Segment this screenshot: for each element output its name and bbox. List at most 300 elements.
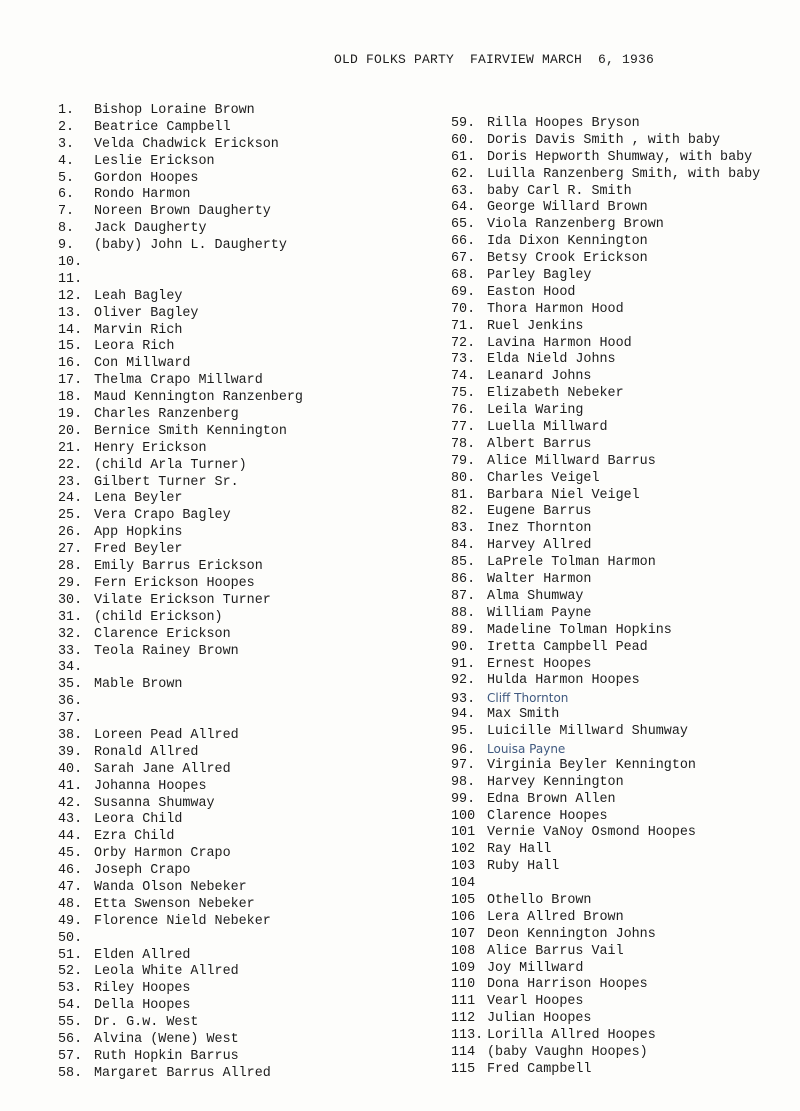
attendee-entry xyxy=(451,504,796,521)
attendee-entry xyxy=(58,1049,398,1066)
attendee-name: Leora Rich xyxy=(94,339,175,355)
attendee-name: Alice Millward Barrus xyxy=(487,453,656,469)
attendee-entry xyxy=(451,369,796,386)
attendee-entry xyxy=(58,931,398,948)
entry-number: 55. xyxy=(58,1015,83,1031)
entry-number: 75. xyxy=(451,386,476,402)
attendee-name: Etta Swenson Nebeker xyxy=(94,896,255,912)
attendee-name: Lavina Harmon Hood xyxy=(487,335,632,351)
attendee-name: Barbara Niel Veigel xyxy=(487,487,640,503)
attendee-name: Leslie Erickson xyxy=(94,153,215,169)
attendee-entry xyxy=(58,424,398,441)
attendee-name: Vera Crapo Bagley xyxy=(94,508,231,524)
attendee-name: Lera Allred Brown xyxy=(487,909,624,925)
attendee-entry xyxy=(451,825,796,842)
attendee-name: Easton Hood xyxy=(487,284,576,300)
attendee-name: Walter Harmon xyxy=(487,572,592,588)
entry-number: 101 xyxy=(451,825,476,841)
attendee-name: Con Millward xyxy=(94,356,191,372)
attendee-name: Max Smith xyxy=(487,707,560,723)
attendee-name: Madeline Tolman Hopkins xyxy=(487,622,672,638)
attendee-name: Leah Bagley xyxy=(94,288,183,304)
entry-number: 109 xyxy=(451,960,476,976)
entry-number: 22. xyxy=(58,457,83,473)
attendee-name: Parley Bagley xyxy=(487,268,592,284)
attendee-entry xyxy=(58,779,398,796)
entry-number: 26. xyxy=(58,525,83,541)
entry-number: 34. xyxy=(58,660,83,676)
attendee-name: Joy Millward xyxy=(487,960,584,976)
attendee-entry xyxy=(451,555,796,572)
attendee-name: Joseph Crapo xyxy=(94,863,191,879)
attendee-entry xyxy=(451,217,796,234)
attendee-name: Vilate Erickson Turner xyxy=(94,592,271,608)
attendee-name: Ruth Hopkin Barrus xyxy=(94,1048,239,1064)
entry-number: 93. xyxy=(451,692,476,708)
entry-number: 2. xyxy=(58,119,75,135)
attendee-name: Virginia Beyler Kennington xyxy=(487,757,696,773)
attendee-entry xyxy=(451,319,796,336)
attendee-name: Hulda Harmon Hoopes xyxy=(487,673,640,689)
attendee-name: Alma Shumway xyxy=(487,588,584,604)
attendee-name: App Hopkins xyxy=(94,525,183,541)
attendee-entry xyxy=(451,994,796,1011)
entry-number: 71. xyxy=(451,318,476,334)
attendee-entry xyxy=(58,627,398,644)
entry-number: 31. xyxy=(58,609,83,625)
attendee-list-left xyxy=(58,103,398,1083)
attendee-name: Ruel Jenkins xyxy=(487,318,584,334)
attendee-entry xyxy=(451,1062,796,1079)
attendee-name: Harvey Allred xyxy=(487,538,592,554)
attendee-name: Edna Brown Allen xyxy=(487,791,616,807)
entry-number: 9. xyxy=(58,238,75,254)
entry-number: 74. xyxy=(451,369,476,385)
attendee-name: Margaret Barrus Allred xyxy=(94,1065,271,1081)
attendee-name: Ray Hall xyxy=(487,842,552,858)
attendee-entry xyxy=(58,187,398,204)
attendee-entry xyxy=(451,116,796,133)
entry-number: 79. xyxy=(451,453,476,469)
entry-number: 100 xyxy=(451,808,476,824)
attendee-entry xyxy=(58,880,398,897)
attendee-entry xyxy=(58,491,398,508)
attendee-entry xyxy=(451,521,796,538)
attendee-entry xyxy=(58,255,398,272)
entry-number: 108 xyxy=(451,943,476,959)
entry-number: 60. xyxy=(451,132,476,148)
entry-number: 29. xyxy=(58,575,83,591)
attendee-name: Leola White Allred xyxy=(94,964,239,980)
attendee-entry xyxy=(58,475,398,492)
entry-number: 50. xyxy=(58,930,83,946)
entry-number: 27. xyxy=(58,542,83,558)
attendee-entry xyxy=(451,471,796,488)
entry-number: 46. xyxy=(58,863,83,879)
entry-number: 115 xyxy=(451,1061,476,1077)
attendee-name: Maud Kennington Ranzenberg xyxy=(94,390,303,406)
attendee-entry xyxy=(451,386,796,403)
entry-number: 106 xyxy=(451,909,476,925)
attendee-entry xyxy=(58,1015,398,1032)
attendee-entry xyxy=(58,306,398,323)
entry-number: 3. xyxy=(58,136,75,152)
attendee-name: Leanard Johns xyxy=(487,369,592,385)
attendee-name: Orby Harmon Crapo xyxy=(94,846,231,862)
attendee-name: Alvina (Wene) West xyxy=(94,1031,239,1047)
attendee-name: Florence Nield Nebeker xyxy=(94,913,271,929)
attendee-entry xyxy=(451,758,796,775)
attendee-name: Luella Millward xyxy=(487,420,608,436)
attendee-name: Henry Erickson xyxy=(94,440,207,456)
attendee-name: Eugene Barrus xyxy=(487,504,592,520)
attendee-entry xyxy=(451,977,796,994)
entry-number: 41. xyxy=(58,778,83,794)
attendee-list-right xyxy=(451,116,796,1079)
attendee-name: Emily Barrus Erickson xyxy=(94,559,263,575)
entry-number: 112 xyxy=(451,1011,476,1027)
attendee-name: Alice Barrus Vail xyxy=(487,943,624,959)
attendee-entry xyxy=(58,745,398,762)
attendee-entry xyxy=(58,1032,398,1049)
attendee-name: Vernie VaNoy Osmond Hoopes xyxy=(487,825,696,841)
attendee-entry xyxy=(451,251,796,268)
attendee-name: Bishop Loraine Brown xyxy=(94,103,255,118)
attendee-entry xyxy=(58,964,398,981)
attendee-name: Lorilla Allred Hoopes xyxy=(487,1028,656,1044)
entry-number: 20. xyxy=(58,423,83,439)
attendee-name: Della Hoopes xyxy=(94,998,191,1014)
attendee-entry xyxy=(58,863,398,880)
entry-number: 95. xyxy=(451,724,476,740)
attendee-entry xyxy=(451,1011,796,1028)
entry-number: 23. xyxy=(58,474,83,490)
attendee-name: Gordon Hoopes xyxy=(94,170,199,186)
entry-number: 90. xyxy=(451,639,476,655)
attendee-entry xyxy=(58,154,398,171)
attendee-name: Dona Harrison Hoopes xyxy=(487,977,648,993)
entry-number: 12. xyxy=(58,288,83,304)
attendee-entry xyxy=(451,285,796,302)
entry-number: 1. xyxy=(58,103,75,118)
entry-number: 44. xyxy=(58,829,83,845)
attendee-entry xyxy=(451,910,796,927)
attendee-name: Rondo Harmon xyxy=(94,187,191,203)
attendee-entry xyxy=(451,859,796,876)
entry-number: 63. xyxy=(451,183,476,199)
attendee-name: Oliver Bagley xyxy=(94,305,199,321)
attendee-entry xyxy=(58,289,398,306)
entry-number: 57. xyxy=(58,1048,83,1064)
attendee-entry xyxy=(58,137,398,154)
attendee-entry xyxy=(58,981,398,998)
attendee-name: Charles Veigel xyxy=(487,470,600,486)
entry-number: 30. xyxy=(58,592,83,608)
entry-number: 77. xyxy=(451,420,476,436)
attendee-name: (child Arla Turner) xyxy=(94,457,247,473)
entry-number: 83. xyxy=(451,521,476,537)
attendee-entry xyxy=(451,690,796,707)
attendee-entry xyxy=(58,610,398,627)
entry-number: 98. xyxy=(451,774,476,790)
attendee-entry xyxy=(58,593,398,610)
entry-number: 42. xyxy=(58,795,83,811)
attendee-entry xyxy=(58,390,398,407)
attendee-name: Ida Dixon Kennington xyxy=(487,234,648,250)
entry-number: 107 xyxy=(451,926,476,942)
entry-number: 37. xyxy=(58,711,83,727)
entry-number: 94. xyxy=(451,707,476,723)
attendee-entry xyxy=(58,542,398,559)
entry-number: 6. xyxy=(58,187,75,203)
entry-number: 13. xyxy=(58,305,83,321)
entry-number: 10. xyxy=(58,255,83,271)
attendee-entry xyxy=(451,809,796,826)
attendee-entry xyxy=(58,998,398,1015)
attendee-entry xyxy=(58,559,398,576)
attendee-name: baby Carl R. Smith xyxy=(487,183,632,199)
entry-number: 7. xyxy=(58,204,75,220)
attendee-entry xyxy=(451,352,796,369)
entry-number: 66. xyxy=(451,234,476,250)
attendee-name: Riley Hoopes xyxy=(94,981,191,997)
attendee-entry xyxy=(451,437,796,454)
attendee-entry xyxy=(58,525,398,542)
entry-number: 19. xyxy=(58,407,83,423)
attendee-entry xyxy=(58,660,398,677)
attendee-entry xyxy=(58,103,398,120)
entry-number: 24. xyxy=(58,491,83,507)
entry-number: 32. xyxy=(58,626,83,642)
entry-number: 65. xyxy=(451,217,476,233)
attendee-entry xyxy=(58,373,398,390)
entry-number: 38. xyxy=(58,727,83,743)
attendee-entry xyxy=(451,133,796,150)
attendee-name: Cliff Thornton xyxy=(487,691,569,706)
entry-number: 43. xyxy=(58,812,83,828)
attendee-name: Thora Harmon Hood xyxy=(487,301,624,317)
attendee-name: Luilla Ranzenberg Smith, with baby xyxy=(487,166,761,182)
attendee-entry xyxy=(58,914,398,931)
attendee-entry xyxy=(451,268,796,285)
entry-number: 58. xyxy=(58,1065,83,1081)
attendee-entry xyxy=(58,441,398,458)
attendee-entry xyxy=(451,1028,796,1045)
entry-number: 18. xyxy=(58,390,83,406)
attendee-name: Rilla Hoopes Bryson xyxy=(487,116,640,131)
entry-number: 54. xyxy=(58,998,83,1014)
attendee-entry xyxy=(58,221,398,238)
attendee-entry xyxy=(58,576,398,593)
entry-number: 5. xyxy=(58,170,75,186)
entry-number: 97. xyxy=(451,757,476,773)
attendee-entry xyxy=(451,927,796,944)
attendee-entry xyxy=(451,707,796,724)
entry-number: 11. xyxy=(58,271,83,287)
attendee-entry xyxy=(58,407,398,424)
attendee-name: Johanna Hoopes xyxy=(94,778,207,794)
entry-number: 4. xyxy=(58,153,75,169)
attendee-name: Thelma Crapo Millward xyxy=(94,373,263,389)
attendee-entry xyxy=(58,644,398,661)
entry-number: 92. xyxy=(451,673,476,689)
entry-number: 80. xyxy=(451,470,476,486)
entry-number: 78. xyxy=(451,436,476,452)
attendee-entry xyxy=(58,171,398,188)
attendee-name: Sarah Jane Allred xyxy=(94,761,231,777)
attendee-name: Leora Child xyxy=(94,812,183,828)
attendee-entry xyxy=(58,272,398,289)
attendee-entry xyxy=(451,673,796,690)
attendee-name: Iretta Campbell Pead xyxy=(487,639,648,655)
attendee-entry xyxy=(58,204,398,221)
entry-number: 81. xyxy=(451,487,476,503)
attendee-name: Leila Waring xyxy=(487,403,584,419)
attendee-name: Clarence Erickson xyxy=(94,626,231,642)
attendee-name: Othello Brown xyxy=(487,892,592,908)
attendee-entry xyxy=(451,184,796,201)
entry-number: 69. xyxy=(451,284,476,300)
attendee-name: Betsy Crook Erickson xyxy=(487,251,648,267)
entry-number: 14. xyxy=(58,322,83,338)
attendee-name: Vearl Hoopes xyxy=(487,994,584,1010)
attendee-name: Mable Brown xyxy=(94,677,183,693)
attendee-name: Elda Nield Johns xyxy=(487,352,616,368)
attendee-name: Noreen Brown Daugherty xyxy=(94,204,271,220)
attendee-entry xyxy=(451,842,796,859)
attendee-name: Beatrice Campbell xyxy=(94,119,231,135)
attendee-entry xyxy=(451,961,796,978)
attendee-entry xyxy=(58,711,398,728)
attendee-name: Inez Thornton xyxy=(487,521,592,537)
entry-number: 52. xyxy=(58,964,83,980)
entry-number: 40. xyxy=(58,761,83,777)
attendee-name: (baby Vaughn Hoopes) xyxy=(487,1044,648,1060)
entry-number: 84. xyxy=(451,538,476,554)
attendee-name: LaPrele Tolman Harmon xyxy=(487,555,656,571)
entry-number: 51. xyxy=(58,947,83,963)
attendee-name: Harvey Kennington xyxy=(487,774,624,790)
attendee-entry xyxy=(451,640,796,657)
entry-number: 8. xyxy=(58,221,75,237)
entry-number: 82. xyxy=(451,504,476,520)
entry-number: 62. xyxy=(451,166,476,182)
entry-number: 102 xyxy=(451,842,476,858)
attendee-name: Teola Rainey Brown xyxy=(94,643,239,659)
attendee-entry xyxy=(451,623,796,640)
entry-number: 72. xyxy=(451,335,476,351)
entry-number: 36. xyxy=(58,694,83,710)
attendee-name: Susanna Shumway xyxy=(94,795,215,811)
attendee-name: Elizabeth Nebeker xyxy=(487,386,624,402)
entry-number: 113. xyxy=(451,1028,484,1044)
entry-number: 104 xyxy=(451,876,476,892)
attendee-name: Doris Hepworth Shumway, with baby xyxy=(487,149,753,165)
attendee-name: Doris Davis Smith , with baby xyxy=(487,132,721,148)
attendee-entry xyxy=(58,238,398,255)
entry-number: 86. xyxy=(451,572,476,588)
attendee-entry xyxy=(58,508,398,525)
attendee-entry xyxy=(58,829,398,846)
attendee-name: William Payne xyxy=(487,605,592,621)
entry-number: 15. xyxy=(58,339,83,355)
attendee-entry xyxy=(451,403,796,420)
attendee-entry xyxy=(451,454,796,471)
attendee-name: Viola Ranzenberg Brown xyxy=(487,217,664,233)
entry-number: 64. xyxy=(451,200,476,216)
attendee-name: Wanda Olson Nebeker xyxy=(94,879,247,895)
entry-number: 70. xyxy=(451,301,476,317)
attendee-name: George Willard Brown xyxy=(487,200,648,216)
attendee-entry xyxy=(58,796,398,813)
attendee-name: Luicille Millward Shumway xyxy=(487,724,688,740)
attendee-name: Fred Campbell xyxy=(487,1061,592,1077)
attendee-name: Elden Allred xyxy=(94,947,191,963)
attendee-entry xyxy=(58,948,398,965)
document-title: OLD FOLKS PARTY FAIRVIEW MARCH 6, 1936 xyxy=(334,52,655,67)
attendee-name: (child Erickson) xyxy=(94,609,223,625)
attendee-entry xyxy=(58,677,398,694)
attendee-entry xyxy=(451,724,796,741)
attendee-name: Charles Ranzenberg xyxy=(94,407,239,423)
attendee-name: Bernice Smith Kennington xyxy=(94,423,287,439)
entry-number: 33. xyxy=(58,643,83,659)
attendee-entry xyxy=(451,657,796,674)
entry-number: 53. xyxy=(58,981,83,997)
attendee-name: Louisa Payne xyxy=(487,741,566,756)
attendee-entry xyxy=(58,846,398,863)
attendee-entry xyxy=(451,420,796,437)
attendee-name: Velda Chadwick Erickson xyxy=(94,136,279,152)
attendee-name: Marvin Rich xyxy=(94,322,183,338)
attendee-entry xyxy=(451,234,796,251)
attendee-name: (baby) John L. Daugherty xyxy=(94,238,287,254)
entry-number: 105 xyxy=(451,892,476,908)
attendee-entry xyxy=(451,893,796,910)
attendee-entry xyxy=(58,356,398,373)
entry-number: 76. xyxy=(451,403,476,419)
entry-number: 87. xyxy=(451,588,476,604)
attendee-entry xyxy=(58,120,398,137)
attendee-name: Deon Kennington Johns xyxy=(487,926,656,942)
attendee-name: Fred Beyler xyxy=(94,542,183,558)
entry-number: 59. xyxy=(451,116,476,131)
attendee-entry xyxy=(58,458,398,475)
attendee-entry xyxy=(451,572,796,589)
attendee-name: Ernest Hoopes xyxy=(487,656,592,672)
entry-number: 47. xyxy=(58,879,83,895)
attendee-entry xyxy=(451,876,796,893)
entry-number: 61. xyxy=(451,149,476,165)
attendee-entry xyxy=(451,606,796,623)
attendee-entry xyxy=(451,200,796,217)
entry-number: 111 xyxy=(451,994,476,1010)
attendee-name: Ruby Hall xyxy=(487,859,560,875)
attendee-name: Fern Erickson Hoopes xyxy=(94,575,255,591)
attendee-entry xyxy=(451,150,796,167)
entry-number: 99. xyxy=(451,791,476,807)
attendee-name: Gilbert Turner Sr. xyxy=(94,474,239,490)
entry-number: 103 xyxy=(451,859,476,875)
attendee-name: Jack Daugherty xyxy=(94,221,207,237)
entry-number: 73. xyxy=(451,352,476,368)
entry-number: 68. xyxy=(451,268,476,284)
entry-number: 110 xyxy=(451,977,476,993)
attendee-name: Lena Beyler xyxy=(94,491,183,507)
attendee-entry xyxy=(451,302,796,319)
entry-number: 16. xyxy=(58,356,83,372)
entry-number: 85. xyxy=(451,555,476,571)
